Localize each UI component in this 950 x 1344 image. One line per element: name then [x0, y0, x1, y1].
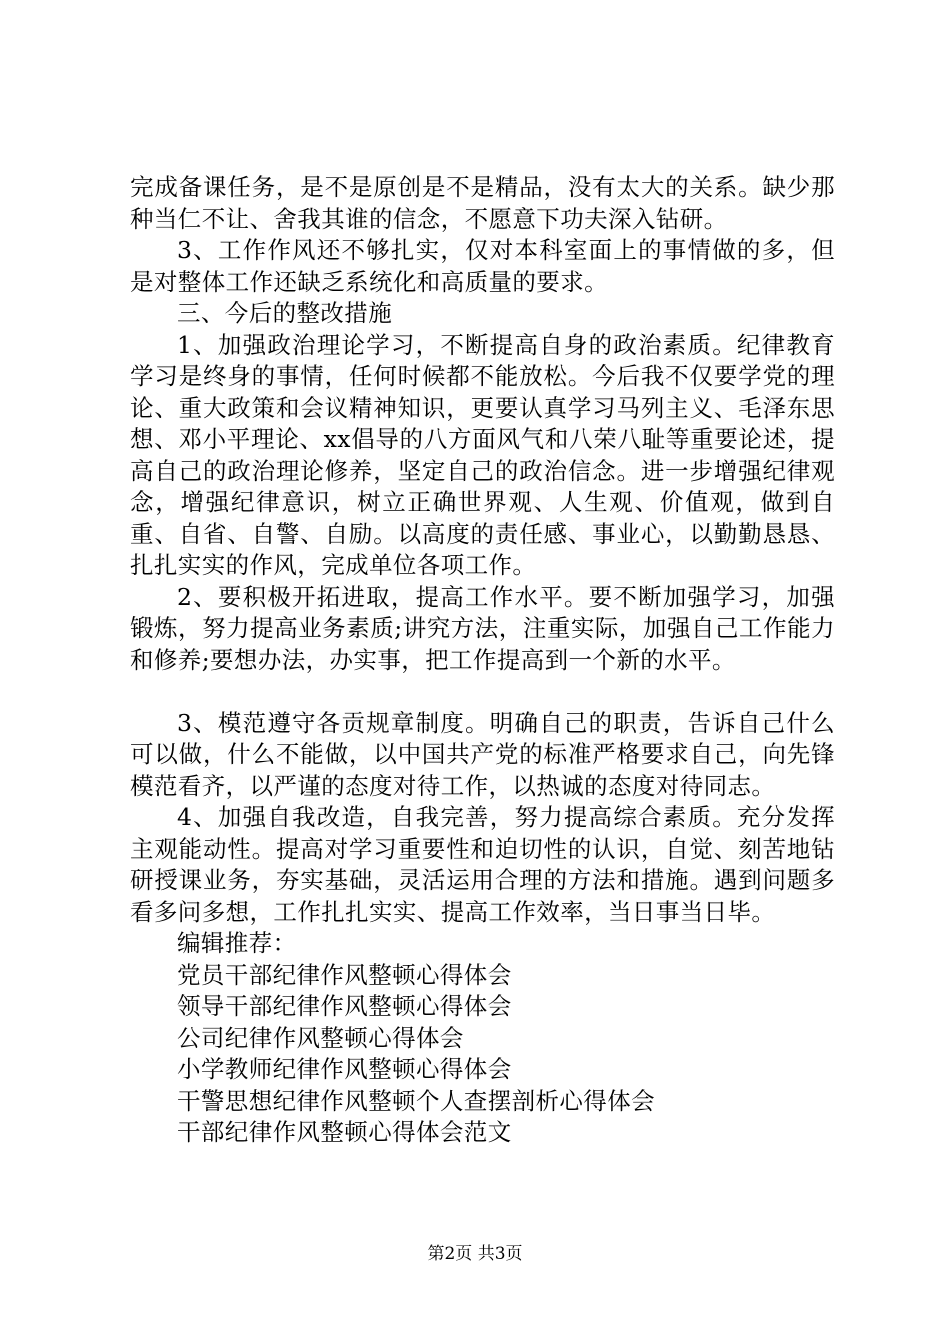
editor-recommend-heading: 编辑推荐：: [177, 929, 297, 957]
document-body: [130, 172, 835, 1149]
recommendation-item[interactable]: 干部纪律作风整顿心得体会范文: [177, 1118, 512, 1146]
recommendation-item[interactable]: 领导干部纪律作风整顿心得体会: [177, 992, 512, 1020]
paragraph-measure-3: 3、模范遵守各贡规章制度。明确自己的职责，告诉自己什么可以做，什么不能做，以中国共产党的标准严格要求自己，向先锋模范看齐，以严谨的态度对待工作，以热诚的态度对待同志。: [130, 708, 835, 800]
recommendation-item[interactable]: 干警思想纪律作风整顿个人查摆剖析心得体会: [177, 1086, 655, 1115]
page-footer: 第2页 共3页: [427, 1244, 523, 1264]
recommendation-item[interactable]: 党员干部纪律作风整顿心得体会: [177, 960, 512, 989]
recommendation-item[interactable]: 小学教师纪律作风整顿心得体会: [177, 1055, 512, 1083]
paragraph-work-style: 3、工作作风还不够扎实，仅对本科室面上的事情做的多，但是对整体工作还缺乏系统化和高质量的要求。: [130, 236, 835, 296]
paragraph-measure-4: 4、加强自我改造，自我完善，努力提高综合素质。充分发挥主观能动性。提高对学习重要性和迫切性的认识，自觉、刻苦地钻研授课业务，夯实基础，灵活运用合理的方法和措施。遇到问题多看多问多想，工作扎扎实实、提高工作效率，当日事当日毕。: [130, 803, 835, 926]
paragraph-measure-1: 1、加强政治理论学习，不断提高自身的政治素质。纪律教育学习是终身的事情，任何时候都不能放松。今后我不仅要学党的理论、重大政策和会议精神知识，更要认真学习马列主义、毛泽东思想、邓小平理论、xx倡导的八方面风气和八荣八耻等重要论述，提高自己的政治理论修养，坚定自己的政治信念。进一步增强纪律观念，增强纪律意识，树立正确世界观、人生观、价值观，做到自重、自省、自警、自励。以高度的责任感、事业心，以勤勤恳恳、扎扎实实的作风，完成单位各项工作。: [130, 330, 835, 579]
paragraph-continuation: 完成备课任务，是不是原创是不是精品，没有太大的关系。缺少那种当仁不让、舍我其谁的信念，不愿意下功夫深入钻研。: [130, 173, 835, 233]
paragraph-measure-2: 2、要积极开拓进取，提高工作水平。要不断加强学习，加强锻炼，努力提高业务素质;讲究方法，注重实际，加强自己工作能力和修养;要想办法，办实事，把工作提高到一个新的水平。: [130, 582, 835, 674]
recommendation-item[interactable]: 公司纪律作风整顿心得体会: [177, 1023, 464, 1052]
section-heading-rectification: 三、今后的整改措施: [177, 299, 393, 327]
recommendation-list: [130, 960, 835, 1149]
